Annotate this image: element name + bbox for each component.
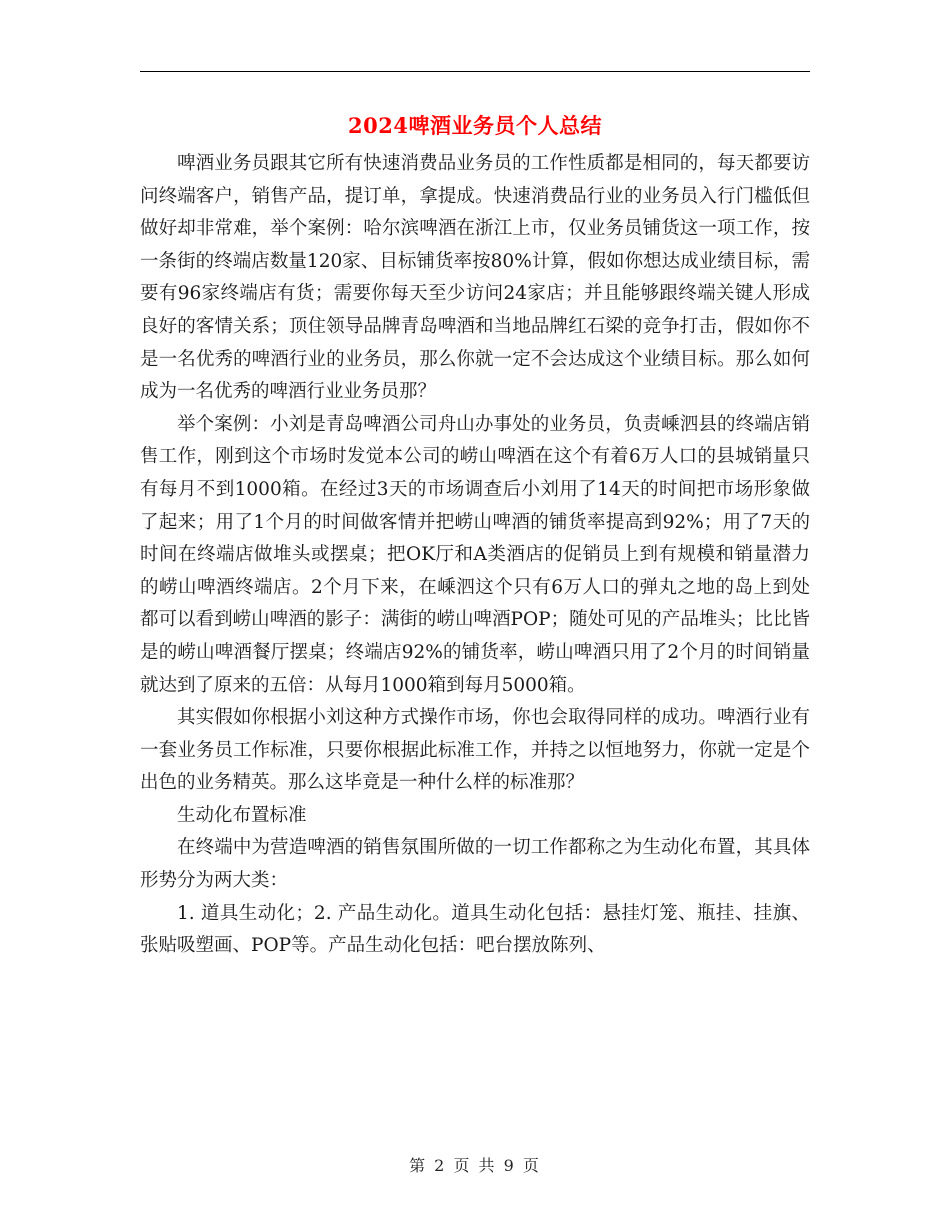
paragraph-categories: 1. 道具生动化；2. 产品生动化。道具生动化包括：悬挂灯笼、瓶挂、挂旗、张贴吸塑画、POP等。产品生动化包括：吧台摆放陈列、 bbox=[140, 902, 810, 957]
page-footer: 第 2 页 共 9 页 bbox=[409, 1156, 541, 1175]
section-heading: 生动化布置标准 bbox=[177, 804, 307, 826]
paragraph-standard-intro: 其实假如你根据小刘这种方式操作市场，你也会取得同样的成功。啤酒行业有一套业务员工作标准，只要你根据此标准工作，并持之以恒地努力，你就一定是个出色的业务精英。那么这毕竟是一种什么样的标准那？ bbox=[140, 707, 810, 794]
paragraph-case-study: 举个案例：小刘是青岛啤酒公司舟山办事处的业务员，负责嵊泗县的终端店销售工作，刚到这个市场时发觉本公司的崂山啤酒在这个有着6万人口的县城销量只有每月不到1000箱。在经过3天的市场调查后小刘用了14天的时间把市场形象做了起来；用了1个月的时间做客情并把崂山啤酒的铺货率提高到92%；用了7天的时间在终端店做堆头或摆桌；把OK厅和A类酒店的促销员上到有规模和销量潜力的崂山啤酒终端店。2个月下来，在嵊泗这个只有6万人口的弹丸之地的岛上到处都可以看到崂山啤酒的影子：满街的崂山啤酒POP；随处可见的产品堆头；比比皆是的崂山啤酒餐厅摆桌；终端店92%的铺货率，崂山啤酒只用了2个月的时间销量就达到了原来的五倍：从每月1000箱到每月5000箱。 bbox=[140, 413, 810, 696]
document-title: 2024啤酒业务员个人总结 bbox=[348, 113, 602, 138]
paragraph-intro: 啤酒业务员跟其它所有快速消费品业务员的工作性质都是相同的，每天都要访问终端客户，销售产品，提订单，拿提成。快速消费品行业的业务员入行门槛低但做好却非常难，举个案例：哈尔滨啤酒在浙江上市，仅业务员铺货这一项工作，按一条街的终端店数量120家、目标铺货率按80%计算，假如你想达成业绩目标，需要有96家终端店有货；需要你每天至少访问24家店；并且能够跟终端关键人形成良好的客情关系；顶住领导品牌青岛啤酒和当地品牌红石梁的竞争打击，假如你不是一名优秀的啤酒行业的业务员，那么你就一定不会达成这个业绩目标。那么如何成为一名优秀的啤酒行业业务员那？ bbox=[140, 153, 810, 403]
document-body bbox=[140, 148, 810, 963]
paragraph-definition: 在终端中为营造啤酒的销售氛围所做的一切工作都称之为生动化布置，其具体形势分为两大类： bbox=[140, 837, 810, 892]
header-rule bbox=[140, 71, 810, 72]
